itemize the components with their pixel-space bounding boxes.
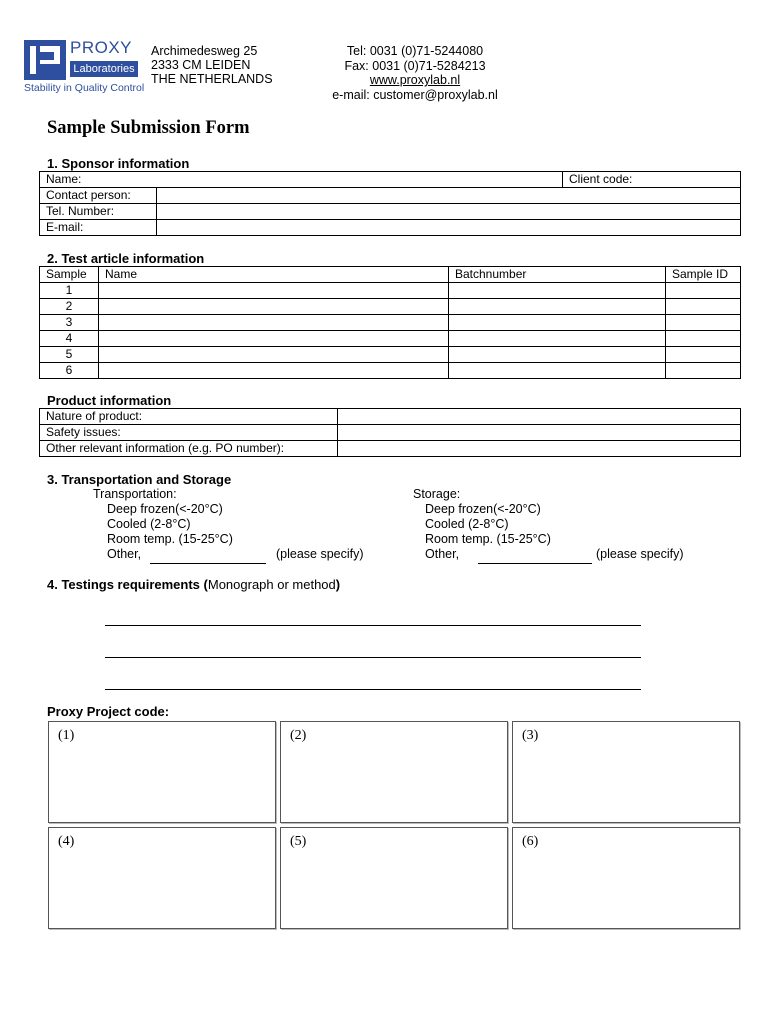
logo-sub: Laboratories (70, 61, 138, 77)
nature-field[interactable] (338, 409, 741, 425)
other-info-field[interactable] (338, 441, 741, 457)
safety-label: Safety issues: (40, 425, 338, 441)
col-header: Batchnumber (449, 267, 666, 283)
name-cell[interactable] (99, 299, 449, 315)
transport-label: Transportation: (93, 487, 177, 501)
email-text: e-mail: customer@proxylab.nl (332, 87, 498, 102)
row-number: 3 (40, 315, 99, 331)
batch-cell[interactable] (449, 283, 666, 299)
address-line: 2333 CM LEIDEN (151, 58, 251, 72)
transport-heading: 3. Transportation and Storage (47, 472, 232, 487)
testing-line[interactable] (105, 657, 641, 658)
address-block (151, 44, 273, 86)
transport-option[interactable]: Other, (107, 547, 142, 561)
row-number: 4 (40, 331, 99, 347)
contact-field[interactable] (156, 188, 741, 204)
transport-other-line[interactable] (150, 563, 266, 564)
nature-label: Nature of product: (40, 409, 338, 425)
sample-id-cell[interactable] (666, 363, 741, 379)
row-number: 1 (40, 283, 99, 299)
sample-id-cell[interactable] (666, 299, 741, 315)
name-label: Name: (40, 172, 157, 188)
project-code-box[interactable]: (5) (280, 827, 508, 929)
table-row (40, 315, 741, 331)
specify-text: (please specify) (276, 547, 364, 561)
storage-option[interactable]: Room temp. (15-25°C) (425, 532, 551, 546)
table-row (40, 299, 741, 315)
page-title: Sample Submission Form (47, 118, 250, 138)
address-line: THE NETHERLANDS (151, 72, 273, 86)
contact-block (310, 44, 520, 102)
testing-line[interactable] (105, 625, 641, 626)
table-row (40, 283, 741, 299)
transport-option[interactable]: Cooled (2-8°C) (107, 517, 191, 531)
other-info-label: Other relevant information (e.g. PO number): (40, 441, 338, 457)
fax-text: Fax: 0031 (0)71-5284213 (344, 58, 486, 73)
batch-cell[interactable] (449, 363, 666, 379)
storage-option[interactable]: Other, (425, 547, 460, 561)
proxy-logo (24, 38, 145, 96)
row-number: 6 (40, 363, 99, 379)
address-line: Archimedesweg 25 (151, 44, 258, 58)
client-code-field[interactable] (563, 172, 741, 188)
product-heading: Product information (47, 393, 172, 408)
name-cell[interactable] (99, 363, 449, 379)
sample-id-cell[interactable] (666, 331, 741, 347)
name-cell[interactable] (99, 347, 449, 363)
table-row (40, 347, 741, 363)
row-number: 5 (40, 347, 99, 363)
col-header: Sample ID (666, 267, 741, 283)
client-code-label: Client code: (569, 172, 633, 186)
specify-text: (please specify) (596, 547, 684, 561)
sample-id-cell[interactable] (666, 315, 741, 331)
testing-heading: 4. Testings requirements (Monograph or method) (47, 577, 341, 592)
transport-option[interactable]: Room temp. (15-25°C) (107, 532, 233, 546)
test-article-heading: 2. Test article information (47, 251, 205, 266)
safety-field[interactable] (338, 425, 741, 441)
logo-mark-icon (24, 40, 66, 80)
tel-field[interactable] (156, 204, 741, 220)
name-field[interactable] (156, 172, 563, 188)
col-header: Name (99, 267, 449, 283)
testing-line[interactable] (105, 689, 641, 690)
storage-label: Storage: (413, 487, 461, 501)
batch-cell[interactable] (449, 347, 666, 363)
name-cell[interactable] (99, 331, 449, 347)
sample-id-cell[interactable] (666, 347, 741, 363)
transport-option[interactable]: Deep frozen(<-20°C) (107, 502, 223, 516)
col-header: Sample (40, 267, 99, 283)
storage-option[interactable]: Deep frozen(<-20°C) (425, 502, 541, 516)
logo-name: PROXY (70, 38, 133, 57)
project-code-heading: Proxy Project code: (47, 704, 170, 719)
email-field[interactable] (156, 220, 741, 236)
batch-cell[interactable] (449, 299, 666, 315)
storage-other-line[interactable] (478, 563, 592, 564)
row-number: 2 (40, 299, 99, 315)
table-row (40, 331, 741, 347)
product-table (39, 408, 741, 457)
test-article-table (39, 266, 741, 379)
project-code-box[interactable]: (3) (512, 721, 740, 823)
tel-text: Tel: 0031 (0)71-5244080 (346, 44, 484, 58)
contact-label: Contact person: (40, 188, 157, 204)
batch-cell[interactable] (449, 315, 666, 331)
storage-option[interactable]: Cooled (2-8°C) (425, 517, 509, 531)
sponsor-heading: 1. Sponsor information (47, 156, 190, 171)
project-code-box[interactable]: (2) (280, 721, 508, 823)
batch-cell[interactable] (449, 331, 666, 347)
website-link[interactable]: www.proxylab.nl (369, 73, 461, 87)
tel-label: Tel. Number: (40, 204, 157, 220)
project-code-box[interactable]: (1) (48, 721, 276, 823)
name-cell[interactable] (99, 315, 449, 331)
project-code-box[interactable]: (4) (48, 827, 276, 929)
sample-id-cell[interactable] (666, 283, 741, 299)
email-label: E-mail: (40, 220, 157, 236)
name-cell[interactable] (99, 283, 449, 299)
table-row (40, 363, 741, 379)
sponsor-table (39, 171, 741, 236)
project-code-box[interactable]: (6) (512, 827, 740, 929)
logo-tagline: Stability in Quality Control (24, 82, 145, 94)
